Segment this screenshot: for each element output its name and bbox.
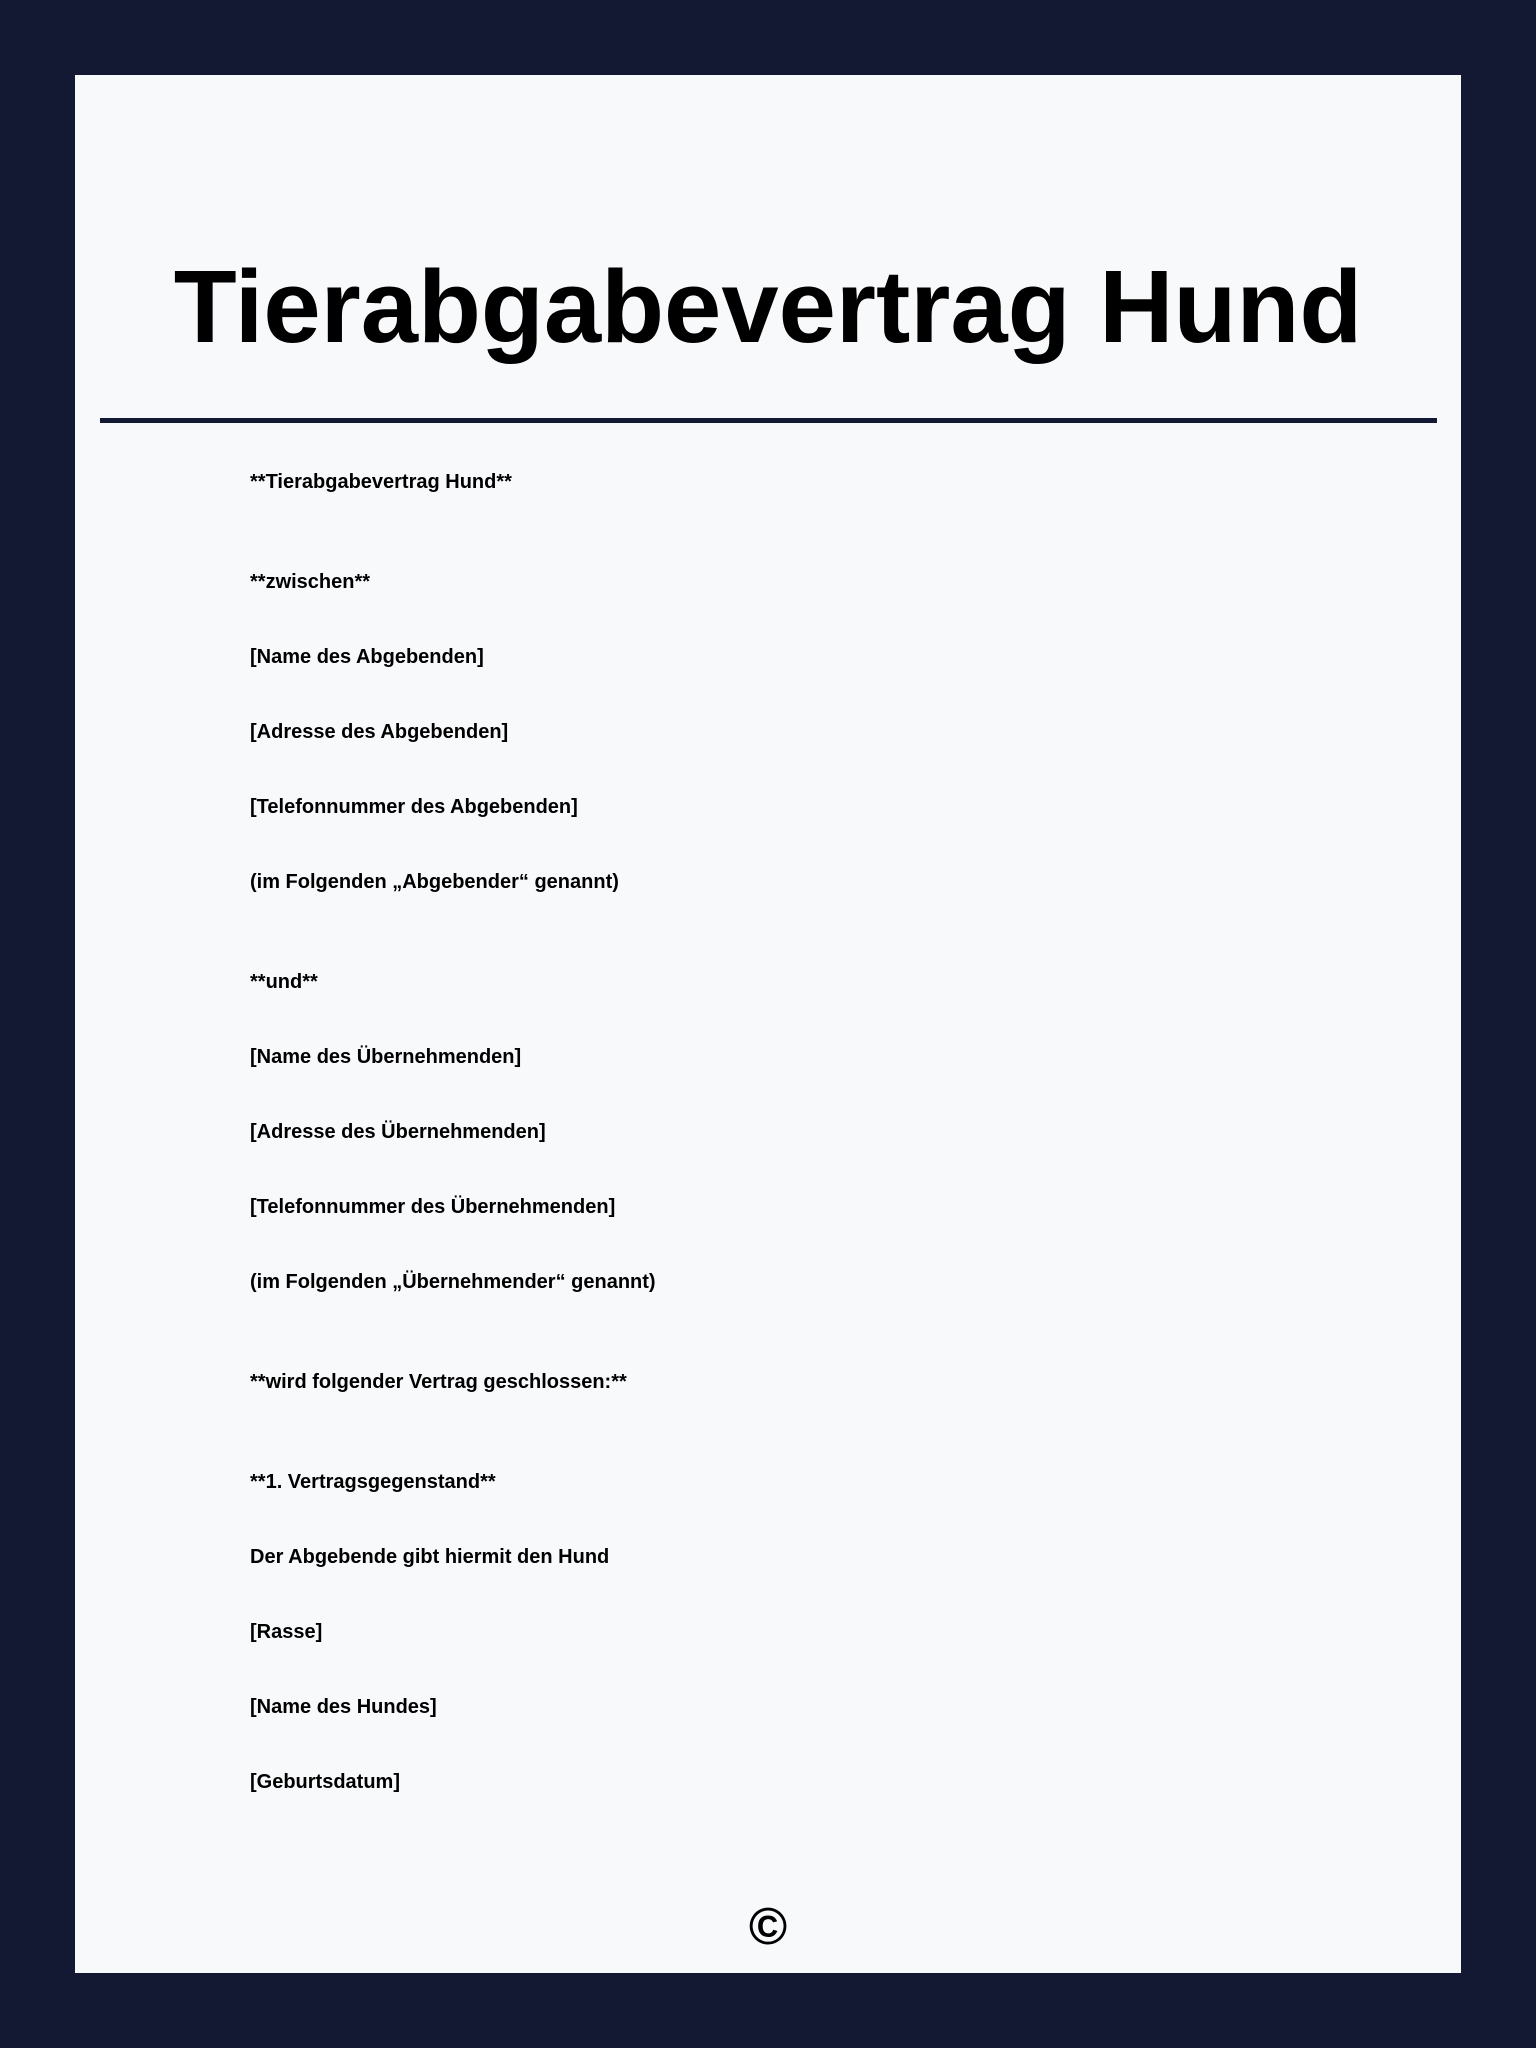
giver-designation: (im Folgenden „Abgebender“ genannt): [250, 871, 619, 893]
copyright-icon: ©: [748, 1898, 788, 1956]
section-heading-und: **und**: [250, 971, 318, 993]
giver-phone-placeholder: [Telefonnummer des Abgebenden]: [250, 796, 578, 818]
dog-name-placeholder: [Name des Hundes]: [250, 1696, 437, 1718]
receiver-designation: (im Folgenden „Übernehmender“ genannt): [250, 1271, 656, 1293]
receiver-phone-placeholder: [Telefonnummer des Übernehmenden]: [250, 1196, 616, 1218]
document-title: Tierabgabevertrag Hund: [173, 249, 1363, 364]
receiver-address-placeholder: [Adresse des Übernehmenden]: [250, 1121, 546, 1143]
subject-statement: Der Abgebende gibt hiermit den Hund: [250, 1546, 610, 1568]
giver-name-placeholder: [Name des Abgebenden]: [250, 646, 484, 668]
contract-heading: **Tierabgabevertrag Hund**: [250, 471, 512, 493]
section-heading-contract-concluded: **wird folgender Vertrag geschlossen:**: [250, 1371, 627, 1393]
document-body: [250, 445, 1350, 1820]
document-page: [75, 75, 1461, 1973]
title-divider: [100, 418, 1437, 423]
receiver-name-placeholder: [Name des Übernehmenden]: [250, 1046, 522, 1068]
section-heading-subject: **1. Vertragsgegenstand**: [250, 1471, 496, 1493]
dog-breed-placeholder: [Rasse]: [250, 1621, 323, 1643]
section-heading-zwischen: **zwischen**: [250, 571, 371, 593]
giver-address-placeholder: [Adresse des Abgebenden]: [250, 721, 509, 743]
dog-birthdate-placeholder: [Geburtsdatum]: [250, 1771, 400, 1793]
